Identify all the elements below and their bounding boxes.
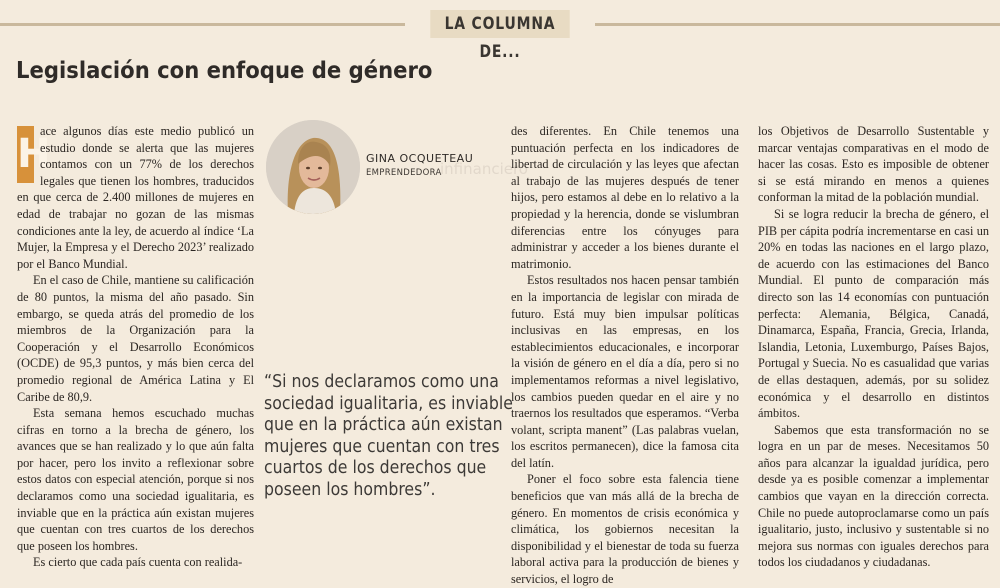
paragraph: Poner el foco sobre esta falencia tiene beneficios que van más allá de la brecha de género. En momentos de crisis económica y climática, los gobiernos necesitan la disponibilidad y el bienestar de toda su fuerza laboral activa para la producción de bienes y servicios, el logro de xyxy=(511,472,739,587)
pull-quote: “Si nos declaramos como una sociedad igualitaria, es inviable que en la práctica aún existan mujeres que cuentan con tres cuartos de los derechos que poseen los hombres”. xyxy=(264,372,513,500)
article-column-3 xyxy=(511,123,739,588)
article-column-1 xyxy=(17,123,254,571)
paragraph: Sabemos que esta transformación no se logra en un par de meses. Necesitamos 50 años para alcanzar la igualdad jurídica, pero desde ya es posible comenzar a implementar cambios que vayan en la dirección correcta. Chile no puede autoproclamarse como un país igualitario, justo, inclusivo y sustentable si no mejora sus normas con iguales derechos para todos los ciudadanos y ciudadanas. xyxy=(758,422,989,570)
paragraph-text: ace algunos días este medio publicó un estudio donde se alerta que las mujeres contamos con un 77% de los derechos legales que tienen los hombres, traducidos en que cerca de 2.400 millones de mujeres en edad de trabajar no gozan de las mismas condiciones ante la ley, de acuerdo al índice ‘La Mujer, la Empresa y el Derecho 2023’ realizado por el Banco Mundial. xyxy=(17,124,254,271)
paragraph: Si se logra reducir la brecha de género, el PIB per cápita podría incrementarse en casi un 20% en todas las naciones en el largo plazo, de acuerdo con las estimaciones del Banco Mundial. El punto de comparación más directo son las 14 economías con puntuación perfecta: Alemania, Bélgica, Canadá, Dinamarca, España, Francia, Grecia, Irlanda, Islandia, Letonia, Luxemburgo, Países Bajos, Portugal y Suecia. No es casualidad que varias de ellas destaquen, además, por su solidez económica y el desarrollo en distintos ámbitos. xyxy=(758,206,989,421)
section-banner xyxy=(0,10,1000,62)
article-column-4 xyxy=(758,123,989,571)
paragraph xyxy=(17,123,254,272)
author-portrait-icon xyxy=(266,120,360,214)
paragraph: los Objetivos de Desarrollo Sustentable y marcar ventajas comparativas en el modo de hacer las cosas. Esto es imposible de obtener si se está mirando en menos a quienes conforman la mitad de la población mundial. xyxy=(758,124,989,205)
paragraph: Es cierto que cada país cuenta con realida- xyxy=(33,555,243,570)
banner-rule-right xyxy=(595,23,1000,26)
section-label: LA COLUMNA DE... xyxy=(430,10,569,38)
paragraph: des diferentes. En Chile tenemos una puntuación perfecta en los indicadores de libertad de circulación y las leyes que afectan al trabajo de las mujeres después de tener hijos, pero estamos al debe en lo relativo a la propiedad y la herencia, donde se vislumbran diferencias entre los cónyuges para administrar y acceder a los bienes durante el matrimonio. xyxy=(511,124,739,271)
paragraph: Esta semana hemos escuchado muchas cifras en torno a la brecha de género, los avances que se han realizado y lo que aún falta por hacer, pero los invito a reflexionar sobre estos datos con especial atención, porque si nos declaramos como una sociedad igualitaria, es inviable que en la práctica aún existan mujeres que cuentan con tres cuartos de los derechos que poseen los hombres. xyxy=(17,406,254,553)
drop-cap: H xyxy=(17,126,34,183)
author-role: EMPRENDEDORA xyxy=(366,168,442,178)
paragraph: Estos resultados nos hacen pensar también en la importancia de legislar con mirada de futuro. Está muy bien impulsar políticas inclusivas en las empresas, en los establecimientos educacionales, e incorporar la visión de género en el día a día, pero si no implementamos reformas a nivel legislativo, los cambios pueden quedar en el aire y no traernos los resultados que esperamos. “Verba volant, scripta manent” (Las palabras vuelan, los escritos permanecen), dice la famosa cita del latín. xyxy=(511,273,739,470)
watermark: infinanciero xyxy=(440,160,528,178)
article-headline: Legislación con enfoque de género xyxy=(16,58,433,84)
author-photo xyxy=(266,120,360,214)
banner-rule-left xyxy=(0,23,405,26)
author-name: GINA OCQUETEAU xyxy=(366,152,474,165)
paragraph: En el caso de Chile, mantiene su calificación de 80 puntos, la misma del año pasado. Sin embargo, se queda atrás del promedio de los miembros de la Organización para la Cooperación y el Desarrollo Económicos (OCDE) de 95,3 puntos, y más bien cerca del promedio regional de América Latina y El Caribe de 80,9. xyxy=(17,273,254,404)
